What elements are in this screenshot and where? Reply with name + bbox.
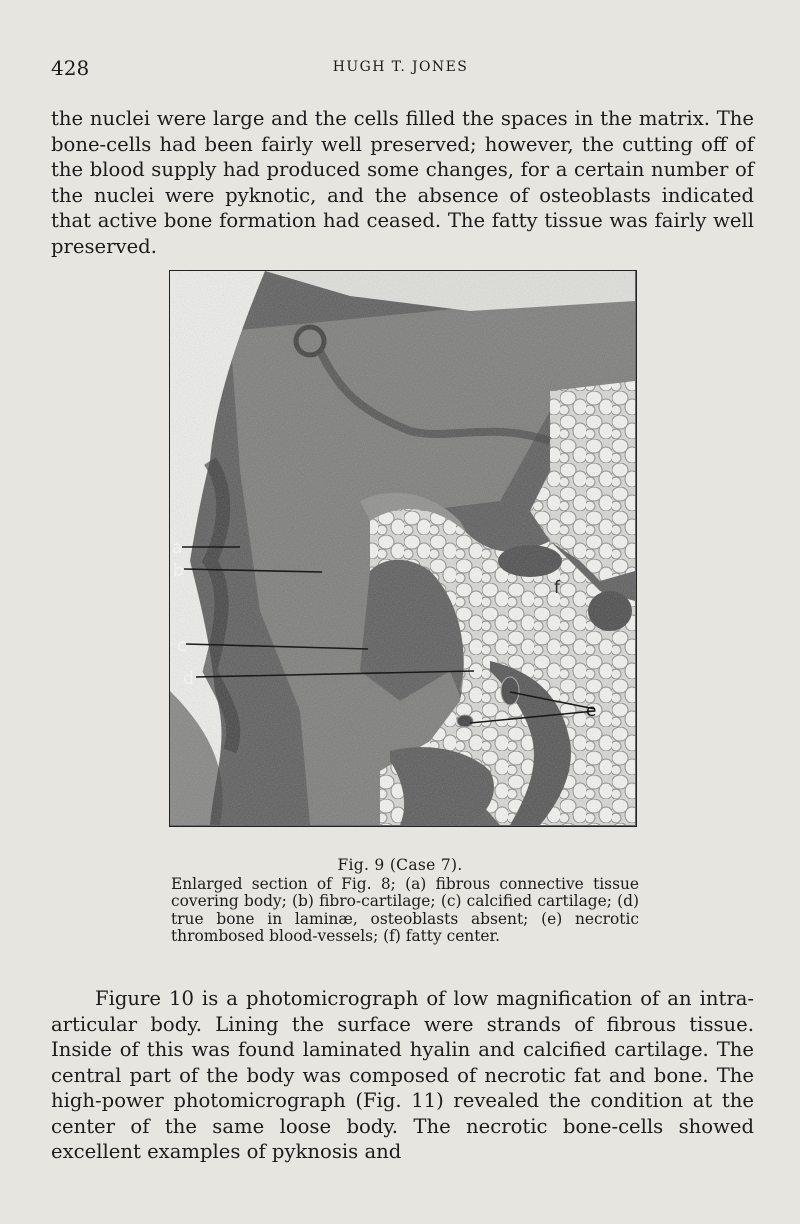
label-a: a xyxy=(172,538,183,558)
label-b: b xyxy=(173,561,184,581)
paragraph-bottom: Figure 10 is a photomicrograph of low magnification of an intra-articular body. Lining the surface were strands of fibrous tissue. Inside of this was found laminated hyalin and calcified cartilage. The central part of the body was composed of necrotic fat and bone. The high-power photomicrograph (Fig. 11) revealed the condition at the center of the same loose body. The necrotic bone-cells showed excellent examples of pyknosis and xyxy=(51,987,754,1163)
paragraph-top: the nuclei were large and the cells filled the spaces in the matrix. The bone-cells had been fairly well preserved; however, the cutting off of the blood supply had produced some changes, for a certain number of the nuclei were pyknotic, and the absence of osteoblasts indicated that active bone formation had ceased. The fatty tissue was fairly well preserved. xyxy=(51,107,754,258)
page-number: 428 xyxy=(51,56,90,80)
running-head: HUGH T. JONES xyxy=(332,59,469,75)
label-f: f xyxy=(554,578,560,598)
label-e: e xyxy=(586,701,597,721)
label-c: c xyxy=(177,636,187,656)
label-d: d xyxy=(183,669,194,689)
page-header xyxy=(51,56,750,82)
figure-caption-title: Fig. 9 (Case 7). xyxy=(337,856,463,874)
photomicrograph-image xyxy=(170,271,635,825)
figure-photomicrograph xyxy=(169,270,637,827)
figure-caption-body: Enlarged section of Fig. 8; (a) fibrous connective tissue covering body; (b) fibro-cartilage; (c) calcified cartilage; (d) true bone in laminæ, osteoblasts absent; (e) necrotic thrombosed blood-vessels; (f) fatty center. xyxy=(171,875,639,945)
